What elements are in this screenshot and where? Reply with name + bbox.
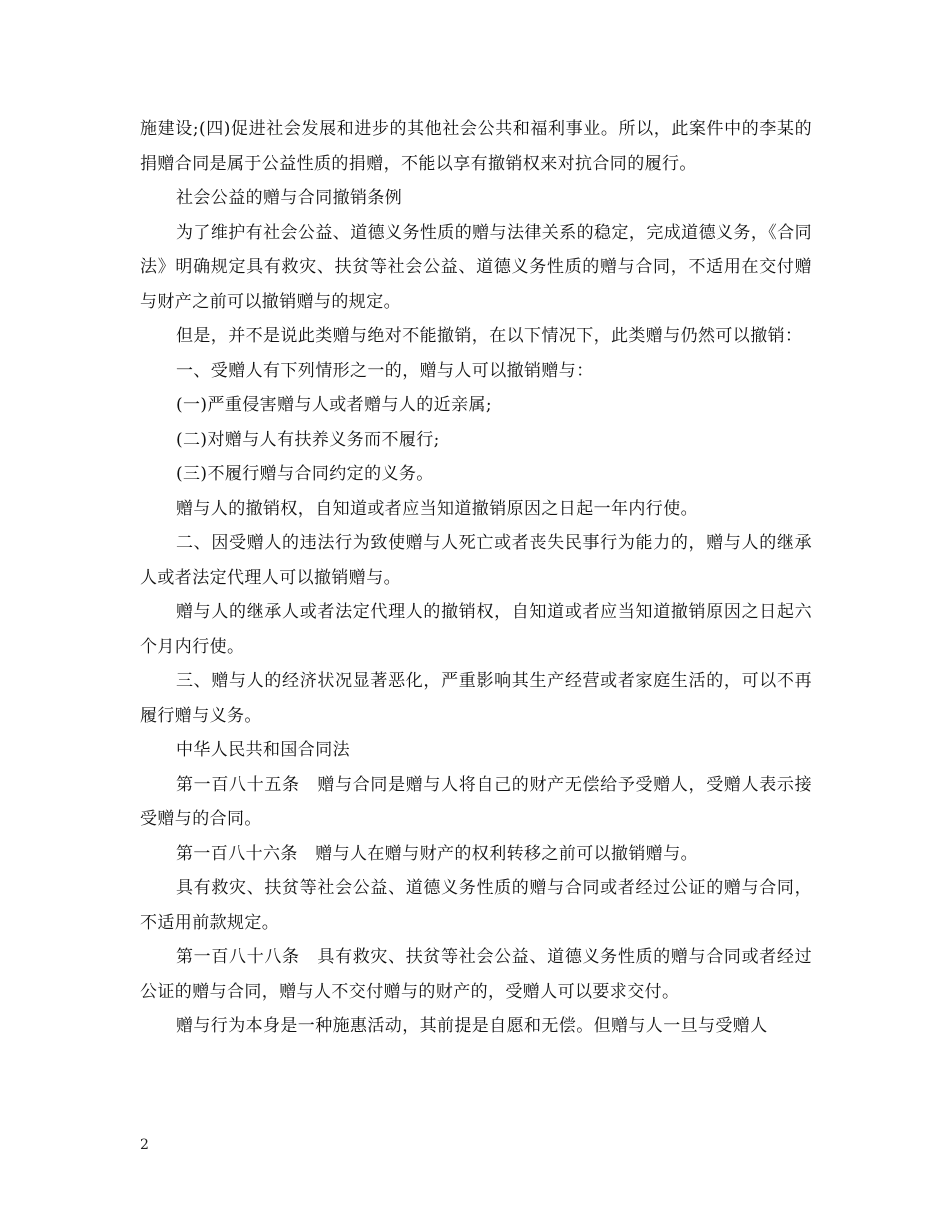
body-paragraph: 施建设;(四)促进社会发展和进步的其他社会公共和福利事业。所以，此案件中的李某的捐赠合同是属于公益性质的捐赠，不能以享有撤销权来对抗合同的履行。	[140, 119, 812, 174]
document-body	[140, 112, 812, 1044]
body-paragraph: 第一百八十八条 具有救灾、扶贫等社会公益、道德义务性质的赠与合同或者经过公证的赠与合同，赠与人不交付赠与的财产的，受赠人可以要求交付。	[140, 947, 812, 1002]
body-paragraph: 一、受赠人有下列情形之一的，赠与人可以撤销赠与：	[176, 360, 594, 381]
body-paragraph: 赠与人的撤销权，自知道或者应当知道撤销原因之日起一年内行使。	[176, 498, 698, 519]
body-paragraph: 第一百八十五条 赠与合同是赠与人将自己的财产无偿给予受赠人，受赠人表示接受赠与的合同。	[140, 774, 812, 829]
body-paragraph: 但是，并不是说此类赠与绝对不能撤销，在以下情况下，此类赠与仍然可以撤销：	[176, 326, 803, 346]
body-paragraph: (一)严重侵害赠与人或者赠与人的近亲属;	[176, 395, 492, 415]
body-paragraph: (二)对赠与人有扶养义务而不履行;	[176, 429, 440, 450]
body-paragraph: 中华人民共和国合同法	[176, 740, 350, 760]
body-paragraph: (三)不履行赠与合同约定的义务。	[176, 464, 434, 484]
body-paragraph: 二、因受赠人的违法行为致使赠与人死亡或者丧失民事行为能力的，赠与人的继承人或者法定代理人可以撤销赠与。	[140, 533, 812, 588]
body-paragraph: 赠与行为本身是一种施惠活动，其前提是自愿和无偿。但赠与人一旦与受赠人	[176, 1016, 768, 1036]
body-paragraph: 第一百八十六条 赠与人在赠与财产的权利转移之前可以撤销赠与。	[176, 843, 698, 864]
body-paragraph: 赠与人的继承人或者法定代理人的撤销权，自知道或者应当知道撤销原因之日起六个月内行使。	[140, 602, 812, 657]
body-paragraph: 社会公益的赠与合同撤销条例	[176, 188, 403, 208]
page-number: 2	[140, 1137, 149, 1153]
body-paragraph: 为了维护有社会公益、道德义务性质的赠与法律关系的稳定，完成道德义务，《合同法》明确规定具有救灾、扶贫等社会公益、道德义务性质的赠与合同，不适用在交付赠与财产之前可以撤销赠与的规定。	[140, 222, 812, 312]
body-paragraph: 三、赠与人的经济状况显著恶化，严重影响其生产经营或者家庭生活的，可以不再履行赠与义务。	[140, 671, 812, 726]
body-paragraph: 具有救灾、扶贫等社会公益、道德义务性质的赠与合同或者经过公证的赠与合同，不适用前款规定。	[140, 878, 812, 933]
